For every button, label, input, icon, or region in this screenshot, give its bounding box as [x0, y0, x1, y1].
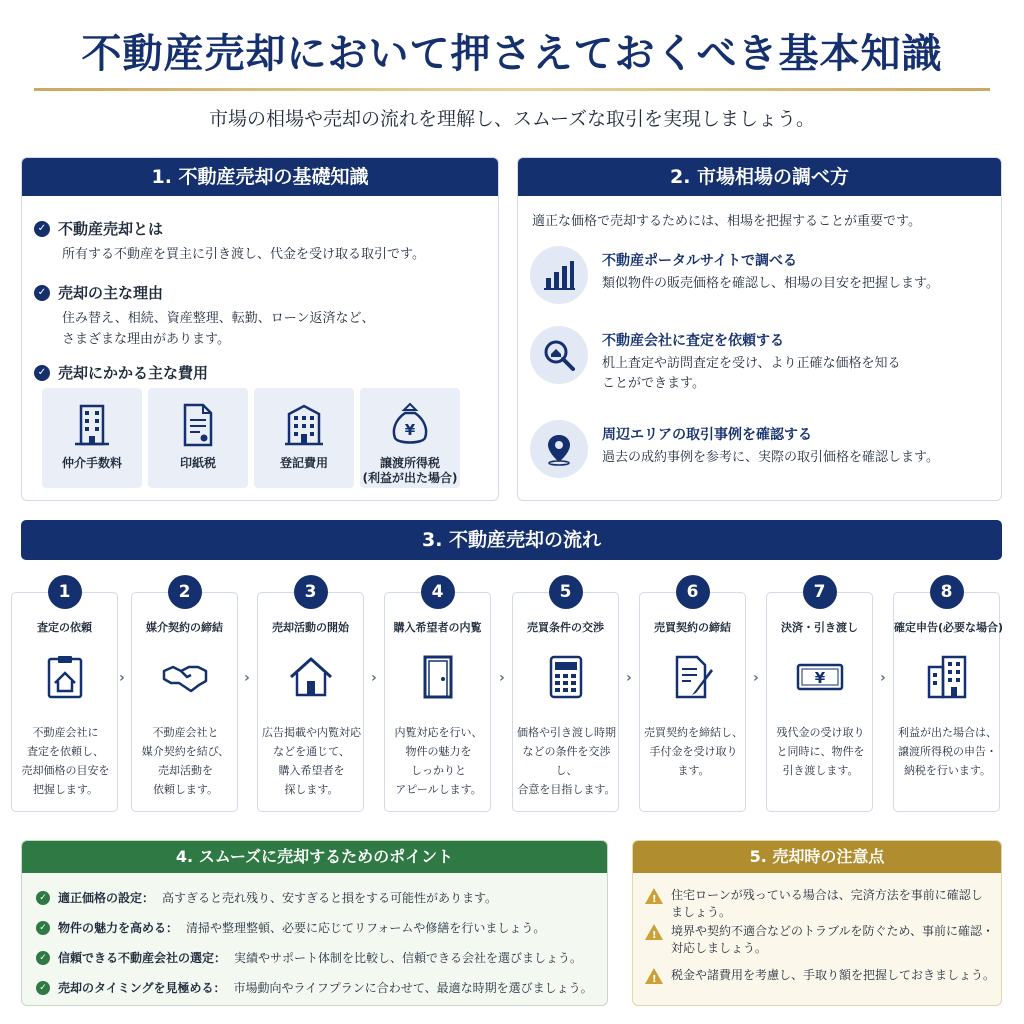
tip-item	[36, 979, 593, 996]
money-bag-icon	[385, 400, 435, 450]
title-divider	[34, 88, 990, 91]
document-icon	[173, 400, 223, 450]
fee-label: 仲介手数料	[61, 456, 122, 470]
fee-label: 印紙税	[179, 456, 216, 470]
flow-step	[766, 582, 873, 812]
section-market	[517, 157, 1002, 501]
chevron-right-icon: ›	[499, 670, 505, 686]
warning-icon: !	[645, 924, 663, 940]
step-number: 4	[421, 575, 455, 609]
step-title: 査定の依頼	[37, 621, 92, 634]
step-number: 8	[930, 575, 964, 609]
desc-line: 利益が出た場合は、	[898, 726, 997, 739]
basics-item-desc	[62, 308, 375, 350]
desc-line: ます。	[677, 764, 710, 777]
tip-text: 高すぎると売れ残り、安すぎると損をする可能性があります。	[162, 891, 498, 905]
section-cautions	[632, 840, 1002, 1006]
market-method	[530, 246, 939, 304]
method-title: 不動産ポータルサイトで調べる	[602, 253, 798, 269]
tip-item	[36, 949, 582, 966]
check-icon: ✓	[34, 221, 50, 237]
market-method	[530, 326, 900, 394]
warning-icon: !	[645, 968, 663, 984]
desc-line: 売買契約を締結し、	[644, 726, 743, 739]
caution-line: 住宅ローンが残っている場合は、完済方法を事前に確認し	[671, 888, 983, 902]
caution-line: 税金や諸費用を考慮し、手取り額を把握しておきましょう。	[671, 968, 996, 982]
method-desc	[602, 354, 900, 394]
step-number: 5	[549, 575, 583, 609]
tip-bold: 売却のタイミングを見極める：	[58, 981, 226, 995]
tip-bold: 適正価格の設定：	[58, 891, 155, 905]
desc-line: 引き渡します。	[782, 764, 859, 777]
check-icon: ✓	[36, 981, 50, 995]
building-icon	[67, 400, 117, 450]
fee-card	[254, 388, 354, 488]
step-desc	[136, 723, 235, 799]
basics-item-label: 売却の主な理由	[58, 284, 164, 302]
handshake-icon	[161, 653, 209, 701]
desc-line: 住み替え、相続、資産整理、転勤、ローン返済など、	[62, 311, 375, 326]
section-cautions-heading: 5. 売却時の注意点	[633, 841, 1001, 873]
flow-step	[257, 582, 364, 812]
tip-bold: 信頼できる不動産会社の選定：	[58, 951, 227, 965]
desc-line: アピールします。	[395, 783, 482, 796]
fee-label-sub: (利益が出た場合)	[362, 471, 458, 485]
desc-line: 類似物件の販売価格を確認し、相場の目安を把握します。	[602, 276, 939, 291]
svg-text:¥: ¥	[404, 421, 416, 439]
check-icon: ✓	[34, 365, 50, 381]
office-icon	[279, 400, 329, 450]
desc-line: 譲渡所得税の申告・	[898, 745, 997, 758]
flow-step	[11, 582, 118, 812]
fee-list	[42, 388, 460, 488]
page-title: 不動産売却において押さえておくべき基本知識	[81, 31, 943, 77]
fee-label: 登記費用	[279, 456, 328, 470]
desc-line: 過去の成約事例を参考に、実際の取引価格を確認します。	[602, 450, 939, 465]
section-market-heading: 2. 市場相場の調べ方	[518, 158, 1001, 196]
desc-line: しっかりと	[411, 764, 466, 777]
svg-text:¥: ¥	[814, 669, 825, 687]
basics-item-label: 売却にかかる主な費用	[58, 364, 209, 382]
chevron-right-icon: ›	[371, 670, 377, 686]
desc-line: 媒介契約を結び、	[141, 745, 230, 758]
step-title: 購入希望者の内覧	[393, 621, 482, 634]
warning-icon: !	[645, 888, 663, 904]
fee-card	[360, 388, 460, 488]
flow-step	[512, 582, 619, 812]
market-method	[530, 420, 939, 478]
step-number: 6	[676, 575, 710, 609]
door-icon	[414, 653, 462, 701]
caution-line: ましょう。	[671, 905, 732, 919]
contract-icon	[669, 653, 717, 701]
step-title: 売買条件の交渉	[527, 621, 604, 634]
step-desc	[771, 723, 870, 780]
desc-line: 不動産会社に	[32, 726, 99, 739]
caution-item	[645, 967, 995, 984]
page-subtitle: 市場の相場や売却の流れを理解し、スムーズな取引を実現しましょう。	[208, 108, 816, 130]
map-pin-icon	[530, 420, 588, 478]
desc-line: 手付金を受け取り	[649, 745, 738, 758]
step-desc	[16, 723, 115, 799]
chevron-right-icon: ›	[626, 670, 632, 686]
tip-text: 清掃や整理整頓、必要に応じてリフォームや修繕を行いましょう。	[186, 921, 546, 935]
section-tips-heading: 4. スムーズに売却するためのポイント	[22, 841, 607, 873]
step-number: 3	[294, 575, 328, 609]
calculator-icon	[542, 653, 590, 701]
basics-item-desc	[62, 244, 425, 265]
step-number: 2	[168, 575, 202, 609]
caution-item	[645, 923, 994, 957]
tower-icon	[923, 653, 971, 701]
desc-line: ことができます。	[602, 376, 705, 391]
desc-line: 物件の魅力を	[405, 745, 472, 758]
basics-item	[34, 282, 163, 303]
desc-line: 依頼します。	[152, 783, 219, 796]
chevron-right-icon: ›	[880, 670, 886, 686]
caution-line: 対応しましょう。	[671, 941, 768, 955]
desc-line: 合意を目指します。	[517, 783, 616, 796]
basics-item	[34, 362, 208, 383]
desc-line: などを通じて、	[273, 745, 350, 758]
basics-item	[34, 218, 163, 239]
step-desc	[389, 723, 488, 799]
desc-line: さまざまな理由があります。	[62, 332, 230, 347]
method-title: 不動産会社に査定を依頼する	[602, 333, 784, 349]
flow-step	[893, 582, 1004, 812]
section-basics	[21, 157, 499, 501]
desc-line: 内覧対応を行い、	[394, 726, 483, 739]
desc-line: 把握します。	[32, 783, 99, 796]
fee-card	[148, 388, 248, 488]
tip-text: 実績やサポート体制を比較し、信頼できる会社を選びましょう。	[234, 951, 583, 965]
caution-item	[645, 887, 983, 921]
step-number: 7	[803, 575, 837, 609]
search-house-icon	[530, 326, 588, 384]
flow-step	[131, 582, 238, 812]
tip-item	[36, 919, 545, 936]
flow-step	[384, 582, 491, 812]
desc-line: 探します。	[284, 783, 339, 796]
flow-step	[639, 582, 746, 812]
bar-chart-icon	[530, 246, 588, 304]
basics-item-label: 不動産売却とは	[58, 220, 164, 238]
step-desc	[898, 723, 997, 780]
tip-item	[36, 889, 497, 906]
desc-line: 売却活動を	[158, 764, 213, 777]
tip-text: 市場動向やライフプランに合わせて、最適な時期を選びましょう。	[233, 981, 593, 995]
check-icon: ✓	[36, 951, 50, 965]
desc-line: などの条件を交渉し、	[522, 745, 611, 777]
chevron-right-icon: ›	[119, 670, 125, 686]
desc-line: 売却価格の目安を	[21, 764, 110, 777]
house-icon	[287, 653, 335, 701]
desc-line: 机上査定や訪問査定を受け、より正確な価格を知る	[602, 356, 901, 371]
desc-line: 所有する不動産を買主に引き渡し、代金を受け取る取引です。	[62, 247, 425, 262]
check-icon: ✓	[36, 891, 50, 905]
step-title: 媒介契約の締結	[146, 621, 223, 634]
chevron-right-icon: ›	[244, 670, 250, 686]
step-title: 売却活動の開始	[272, 621, 349, 634]
fee-card	[42, 388, 142, 488]
step-desc	[517, 723, 616, 799]
fee-label-main: 譲渡所得税	[379, 456, 440, 470]
step-title: 決済・引き渡し	[781, 621, 858, 634]
desc-line: 不動産会社と	[152, 726, 219, 739]
method-title: 周辺エリアの取引事例を確認する	[602, 427, 812, 443]
check-icon: ✓	[34, 285, 50, 301]
clipboard-house-icon	[41, 653, 89, 701]
tip-bold: 物件の魅力を高める：	[58, 921, 179, 935]
method-desc	[602, 274, 939, 294]
yen-bill-icon	[796, 653, 844, 701]
section-basics-heading: 1. 不動産売却の基礎知識	[22, 158, 498, 196]
desc-line: 査定を依頼し、	[27, 745, 104, 758]
step-title: 確定申告(必要な場合)	[894, 621, 1004, 634]
caution-line: 境界や契約不適合などのトラブルを防ぐため、事前に確認・	[671, 924, 995, 938]
chevron-right-icon: ›	[753, 670, 759, 686]
desc-line: と同時に、物件を	[776, 745, 865, 758]
desc-line: 広告掲載や内覧対応	[262, 726, 361, 739]
method-desc	[602, 448, 939, 468]
desc-line: 価格や引き渡し時期	[517, 726, 616, 739]
desc-line: 購入希望者を	[278, 764, 345, 777]
desc-line: 納税を行います。	[903, 764, 992, 777]
step-number: 1	[48, 575, 82, 609]
section-tips	[21, 840, 608, 1006]
step-title: 売買契約の締結	[654, 621, 731, 634]
check-icon: ✓	[36, 921, 50, 935]
step-desc	[262, 723, 361, 799]
section-flow-heading: 3. 不動産売却の流れ	[21, 520, 1002, 560]
fee-label	[363, 456, 458, 486]
market-intro: 適正な価格で売却するためには、相場を把握することが重要です。	[532, 214, 921, 229]
step-desc	[644, 723, 743, 780]
desc-line: 残代金の受け取り	[776, 726, 865, 739]
